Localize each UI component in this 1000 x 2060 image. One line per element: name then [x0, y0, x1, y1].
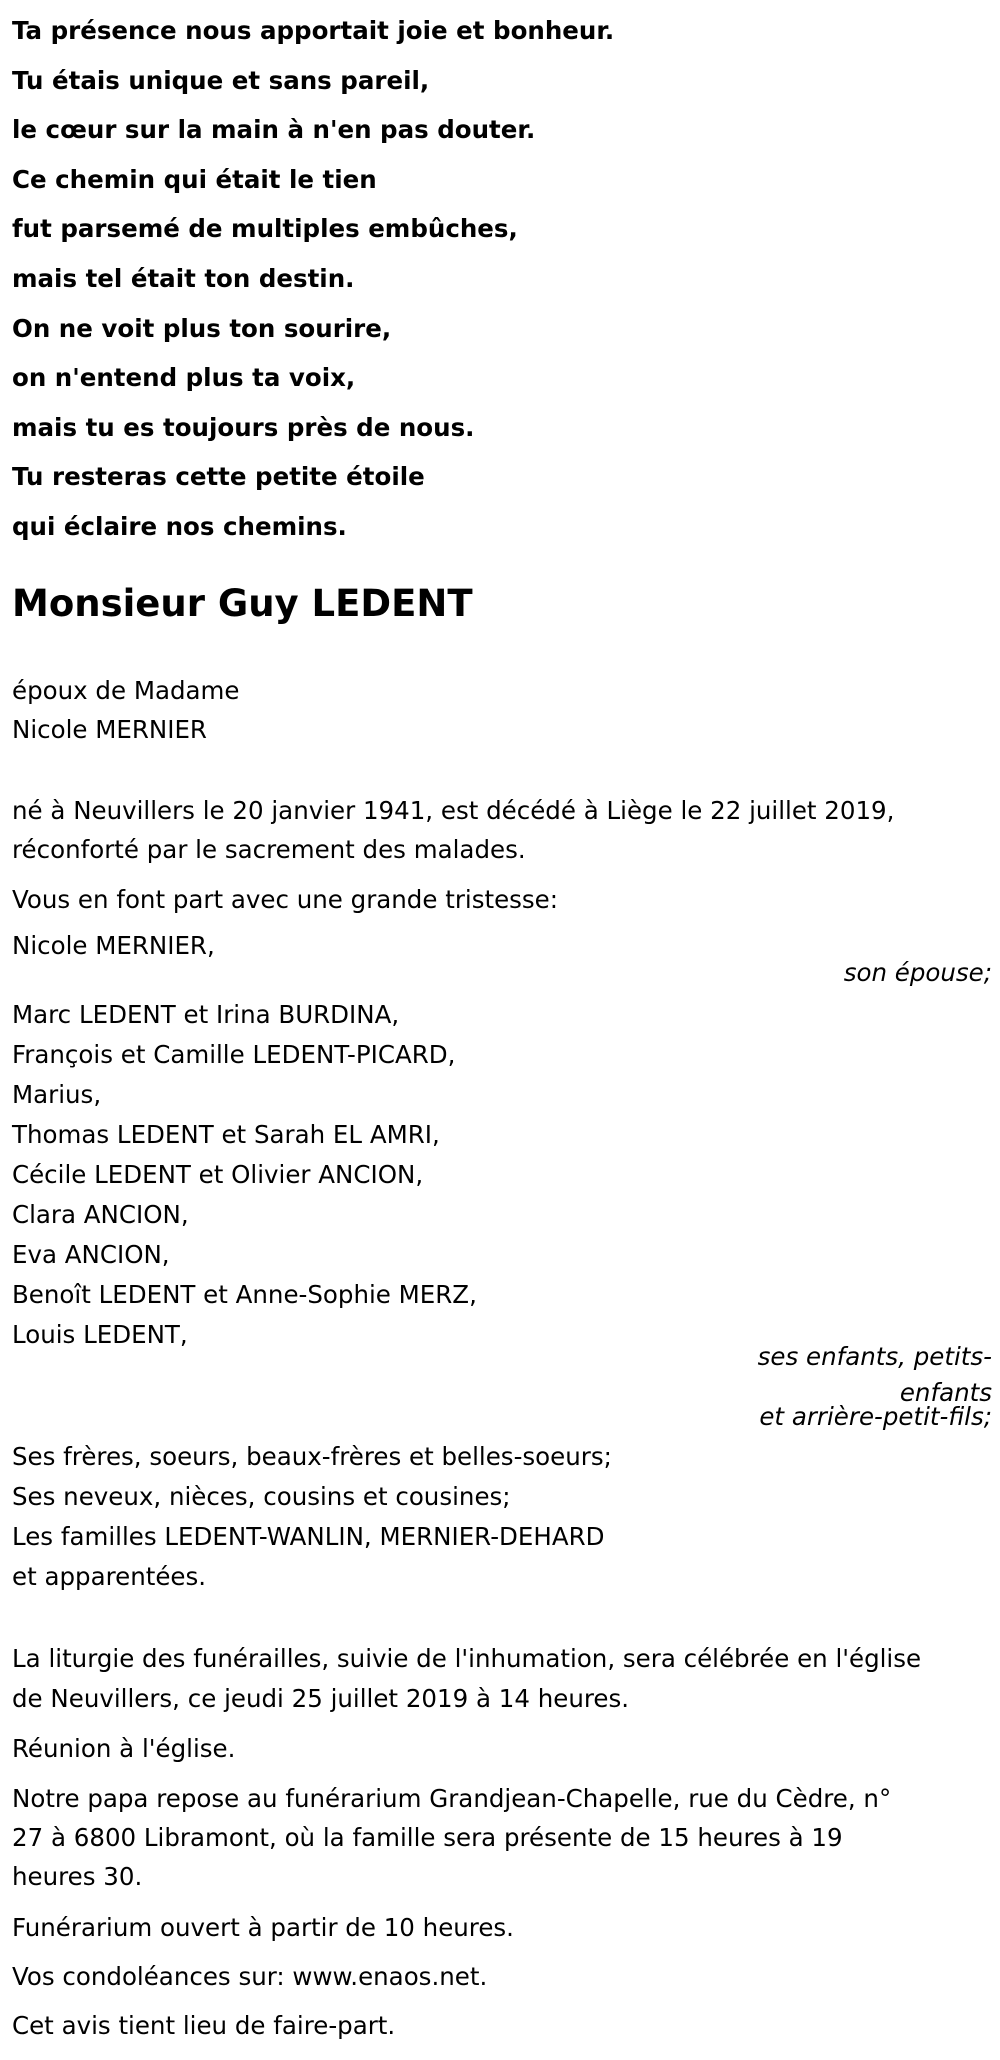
child-line: Louis LEDENT,	[12, 1320, 188, 1349]
poem-line: le cœur sur la main à n'en pas douter.	[12, 115, 536, 145]
child-line: Marc LEDENT et Irina BURDINA,	[12, 1000, 400, 1029]
liturgy-line: La liturgie des funérailles, suivie de l'inhumation, sera célébrée en l'église	[12, 1644, 922, 1673]
child-line: Eva ANCION,	[12, 1240, 170, 1269]
poem-line: Ta présence nous apportait joie et bonheur.	[12, 16, 615, 45]
opening-hours: Funérarium ouvert à partir de 10 heures.	[12, 1913, 514, 1942]
liturgy-line: de Neuvillers, ce jeudi 25 juillet 2019 à 14 heures.	[12, 1684, 630, 1713]
child-line: Marius,	[12, 1080, 102, 1109]
child-line: Cécile LEDENT et Olivier ANCION,	[12, 1160, 424, 1189]
poem-line: mais tel était ton destin.	[12, 263, 355, 293]
birth-death-line: réconforté par le sacrement des malades.	[12, 835, 526, 864]
reunion-text: Réunion à l'église.	[12, 1734, 236, 1763]
poem-line: Ce chemin qui était le tien	[12, 164, 377, 194]
poem-line: qui éclaire nos chemins.	[12, 511, 347, 541]
poem	[12, 6, 997, 552]
family-line: Les familles LEDENT-WANLIN, MERNIER-DEHARD	[12, 1522, 605, 1551]
rest-line: heures 30.	[12, 1862, 143, 1891]
poem-line: on n'entend plus ta voix,	[12, 363, 356, 393]
birth-death-line: né à Neuvillers le 20 janvier 1941, est décédé à Liège le 22 juillet 2019,	[12, 796, 895, 825]
poem-line: mais tu es toujours près de nous.	[12, 412, 475, 442]
family-line: Ses frères, soeurs, beaux-frères et belles-soeurs;	[12, 1442, 612, 1471]
poem-line: On ne voit plus ton sourire,	[12, 313, 392, 343]
child-line: Clara ANCION,	[12, 1200, 189, 1229]
announce-text: Vous en font part avec une grande tristesse:	[12, 885, 559, 914]
children-role: et arrière-petit-fils;	[759, 1402, 992, 1431]
children-role: enfants	[899, 1378, 992, 1407]
child-line: François et Camille LEDENT-PICARD,	[12, 1040, 456, 1069]
poem-line: fut parsemé de multiples embûches,	[12, 214, 518, 244]
spouse-line: époux de Madame	[12, 676, 240, 705]
child-line: Benoît LEDENT et Anne-Sophie MERZ,	[12, 1280, 477, 1309]
poem-line: Tu resteras cette petite étoile	[12, 462, 425, 492]
poem-line: Tu étais unique et sans pareil,	[12, 65, 430, 95]
child-line: Thomas LEDENT et Sarah EL AMRI,	[12, 1120, 440, 1149]
wife-role: son épouse;	[843, 958, 992, 987]
spouse-line: Nicole MERNIER	[12, 715, 207, 744]
wife-name: Nicole MERNIER,	[12, 931, 215, 960]
deceased-name: Monsieur Guy LEDENT	[12, 582, 473, 625]
rest-line: Notre papa repose au funérarium Grandjean-Chapelle, rue du Cèdre, n°	[12, 1784, 892, 1813]
rest-line: 27 à 6800 Libramont, où la famille sera présente de 15 heures à 19	[12, 1823, 843, 1852]
family-line: Ses neveux, nièces, cousins et cousines;	[12, 1482, 511, 1511]
children-role: ses enfants, petits-	[757, 1342, 992, 1371]
family-line: et apparentées.	[12, 1562, 207, 1591]
notice-text: Cet avis tient lieu de faire-part.	[12, 2011, 396, 2040]
condolences-text: Vos condoléances sur: www.enaos.net.	[12, 1962, 488, 1991]
